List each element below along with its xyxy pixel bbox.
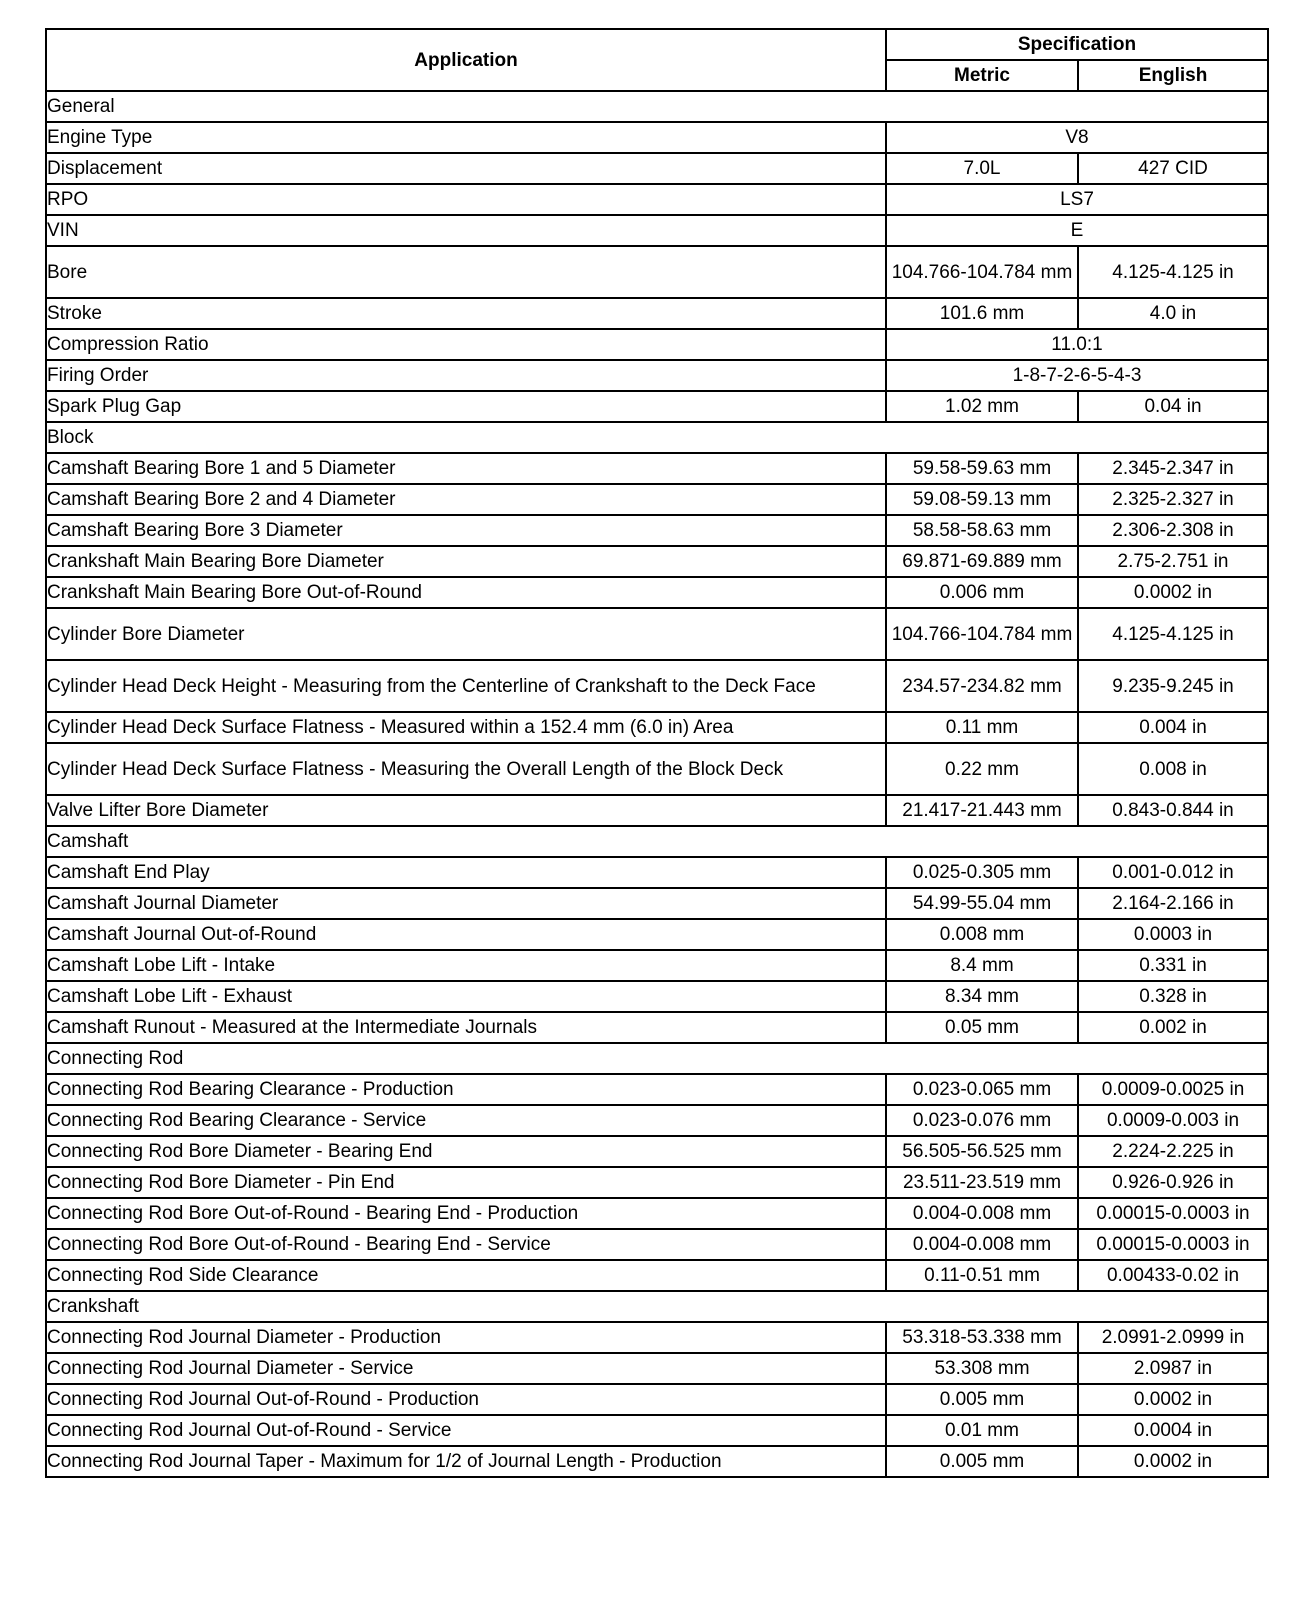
combined-spec-cell: 11.0:1 [886,329,1268,360]
metric-cell: 1.02 mm [886,391,1078,422]
metric-cell: 53.308 mm [886,1353,1078,1384]
application-cell: Connecting Rod Journal Diameter - Production [46,1322,886,1353]
metric-cell: 104.766-104.784 mm [886,246,1078,298]
application-cell: Connecting Rod Journal Out-of-Round - Service [46,1415,886,1446]
metric-cell: 0.05 mm [886,1012,1078,1043]
metric-cell: 0.005 mm [886,1384,1078,1415]
metric-cell: 101.6 mm [886,298,1078,329]
application-cell: Connecting Rod Bore Out-of-Round - Bearing End - Service [46,1229,886,1260]
application-cell: Connecting Rod Journal Taper - Maximum for 1/2 of Journal Length - Production [46,1446,886,1477]
metric-header: Metric [886,60,1078,91]
section-row [46,1043,1268,1074]
application-cell: Camshaft Bearing Bore 2 and 4 Diameter [46,484,886,515]
metric-cell: 59.08-59.13 mm [886,484,1078,515]
application-cell: Valve Lifter Bore Diameter [46,795,886,826]
section-row [46,826,1268,857]
english-cell: 2.0987 in [1078,1353,1268,1384]
table-row [46,391,1268,422]
english-cell: 0.00015-0.0003 in [1078,1229,1268,1260]
application-cell: Spark Plug Gap [46,391,886,422]
metric-cell: 58.58-58.63 mm [886,515,1078,546]
application-cell: RPO [46,184,886,215]
english-cell: 0.00433-0.02 in [1078,1260,1268,1291]
specification-header: Specification [886,29,1268,60]
combined-spec-cell: V8 [886,122,1268,153]
table-row [46,743,1268,795]
application-cell: Camshaft Bearing Bore 1 and 5 Diameter [46,453,886,484]
table-row [46,546,1268,577]
application-cell: Connecting Rod Side Clearance [46,1260,886,1291]
metric-cell: 0.11-0.51 mm [886,1260,1078,1291]
table-row [46,484,1268,515]
english-cell: 0.331 in [1078,950,1268,981]
english-cell: 0.0003 in [1078,919,1268,950]
metric-cell: 234.57-234.82 mm [886,660,1078,712]
english-cell: 0.0002 in [1078,1384,1268,1415]
table-row [46,1167,1268,1198]
combined-spec-cell: 1-8-7-2-6-5-4-3 [886,360,1268,391]
english-cell: 2.164-2.166 in [1078,888,1268,919]
table-row [46,1322,1268,1353]
table-row [46,515,1268,546]
table-row [46,1012,1268,1043]
table-row [46,981,1268,1012]
section-title: Block [46,422,1268,453]
table-row [46,453,1268,484]
application-cell: Camshaft Lobe Lift - Intake [46,950,886,981]
metric-cell: 0.008 mm [886,919,1078,950]
application-cell: Compression Ratio [46,329,886,360]
english-cell: 0.0004 in [1078,1415,1268,1446]
application-cell: Connecting Rod Journal Diameter - Service [46,1353,886,1384]
table-row [46,1353,1268,1384]
metric-cell: 53.318-53.338 mm [886,1322,1078,1353]
table-row [46,1105,1268,1136]
table-row [46,122,1268,153]
english-cell: 0.0009-0.0025 in [1078,1074,1268,1105]
table-row [46,950,1268,981]
english-cell: 4.0 in [1078,298,1268,329]
application-cell: Cylinder Head Deck Surface Flatness - Measured within a 152.4 mm (6.0 in) Area [46,712,886,743]
table-row [46,1260,1268,1291]
english-cell: 0.328 in [1078,981,1268,1012]
table-row [46,712,1268,743]
metric-cell: 0.004-0.008 mm [886,1198,1078,1229]
application-cell: Crankshaft Main Bearing Bore Out-of-Round [46,577,886,608]
english-cell: 9.235-9.245 in [1078,660,1268,712]
application-cell: Camshaft Runout - Measured at the Intermediate Journals [46,1012,886,1043]
english-cell: 0.0002 in [1078,1446,1268,1477]
table-row [46,1384,1268,1415]
application-cell: Connecting Rod Journal Out-of-Round - Production [46,1384,886,1415]
english-cell: 2.75-2.751 in [1078,546,1268,577]
application-cell: Camshaft Journal Out-of-Round [46,919,886,950]
table-row [46,1229,1268,1260]
english-cell: 0.008 in [1078,743,1268,795]
english-cell: 0.0009-0.003 in [1078,1105,1268,1136]
specification-table [45,28,1269,1478]
english-cell: 0.004 in [1078,712,1268,743]
metric-cell: 59.58-59.63 mm [886,453,1078,484]
table-row [46,246,1268,298]
application-cell: Connecting Rod Bore Diameter - Pin End [46,1167,886,1198]
section-title: Crankshaft [46,1291,1268,1322]
metric-cell: 21.417-21.443 mm [886,795,1078,826]
table-row [46,215,1268,246]
metric-cell: 0.005 mm [886,1446,1078,1477]
english-cell: 2.345-2.347 in [1078,453,1268,484]
table-row [46,329,1268,360]
english-cell: 0.0002 in [1078,577,1268,608]
metric-cell: 54.99-55.04 mm [886,888,1078,919]
metric-cell: 104.766-104.784 mm [886,608,1078,660]
table-row [46,360,1268,391]
english-cell: 0.001-0.012 in [1078,857,1268,888]
application-cell: Bore [46,246,886,298]
english-header: English [1078,60,1268,91]
table-row [46,660,1268,712]
application-cell: Cylinder Head Deck Surface Flatness - Measuring the Overall Length of the Block Deck [46,743,886,795]
table-row [46,298,1268,329]
english-cell: 0.843-0.844 in [1078,795,1268,826]
application-header: Application [46,29,886,91]
table-row [46,1074,1268,1105]
table-row [46,919,1268,950]
application-cell: Camshaft End Play [46,857,886,888]
application-cell: Camshaft Journal Diameter [46,888,886,919]
section-row [46,1291,1268,1322]
metric-cell: 0.01 mm [886,1415,1078,1446]
metric-cell: 56.505-56.525 mm [886,1136,1078,1167]
table-row [46,577,1268,608]
section-title: General [46,91,1268,122]
english-cell: 0.04 in [1078,391,1268,422]
metric-cell: 8.4 mm [886,950,1078,981]
english-cell: 2.325-2.327 in [1078,484,1268,515]
application-cell: Connecting Rod Bore Out-of-Round - Bearing End - Production [46,1198,886,1229]
section-row [46,91,1268,122]
table-row [46,184,1268,215]
english-cell: 2.0991-2.0999 in [1078,1322,1268,1353]
english-cell: 2.306-2.308 in [1078,515,1268,546]
metric-cell: 0.11 mm [886,712,1078,743]
application-cell: Displacement [46,153,886,184]
application-cell: Camshaft Bearing Bore 3 Diameter [46,515,886,546]
specification-body [46,91,1268,1477]
application-cell: Camshaft Lobe Lift - Exhaust [46,981,886,1012]
metric-cell: 23.511-23.519 mm [886,1167,1078,1198]
application-cell: Stroke [46,298,886,329]
table-row [46,1446,1268,1477]
section-row [46,422,1268,453]
application-cell: Cylinder Head Deck Height - Measuring from the Centerline of Crankshaft to the Deck Face [46,660,886,712]
metric-cell: 0.004-0.008 mm [886,1229,1078,1260]
english-cell: 4.125-4.125 in [1078,246,1268,298]
application-cell: VIN [46,215,886,246]
application-cell: Connecting Rod Bore Diameter - Bearing End [46,1136,886,1167]
table-row [46,795,1268,826]
section-title: Camshaft [46,826,1268,857]
english-cell: 2.224-2.225 in [1078,1136,1268,1167]
combined-spec-cell: LS7 [886,184,1268,215]
metric-cell: 0.023-0.076 mm [886,1105,1078,1136]
table-row [46,608,1268,660]
metric-cell: 0.025-0.305 mm [886,857,1078,888]
application-cell: Connecting Rod Bearing Clearance - Service [46,1105,886,1136]
metric-cell: 7.0L [886,153,1078,184]
metric-cell: 69.871-69.889 mm [886,546,1078,577]
metric-cell: 0.22 mm [886,743,1078,795]
application-cell: Cylinder Bore Diameter [46,608,886,660]
table-row [46,857,1268,888]
metric-cell: 0.023-0.065 mm [886,1074,1078,1105]
application-cell: Connecting Rod Bearing Clearance - Production [46,1074,886,1105]
english-cell: 427 CID [1078,153,1268,184]
table-row [46,1136,1268,1167]
application-cell: Firing Order [46,360,886,391]
table-row [46,888,1268,919]
table-row [46,153,1268,184]
section-title: Connecting Rod [46,1043,1268,1074]
english-cell: 0.00015-0.0003 in [1078,1198,1268,1229]
application-cell: Engine Type [46,122,886,153]
combined-spec-cell: E [886,215,1268,246]
application-cell: Crankshaft Main Bearing Bore Diameter [46,546,886,577]
english-cell: 0.926-0.926 in [1078,1167,1268,1198]
metric-cell: 0.006 mm [886,577,1078,608]
table-row [46,1415,1268,1446]
english-cell: 0.002 in [1078,1012,1268,1043]
metric-cell: 8.34 mm [886,981,1078,1012]
english-cell: 4.125-4.125 in [1078,608,1268,660]
table-row [46,1198,1268,1229]
